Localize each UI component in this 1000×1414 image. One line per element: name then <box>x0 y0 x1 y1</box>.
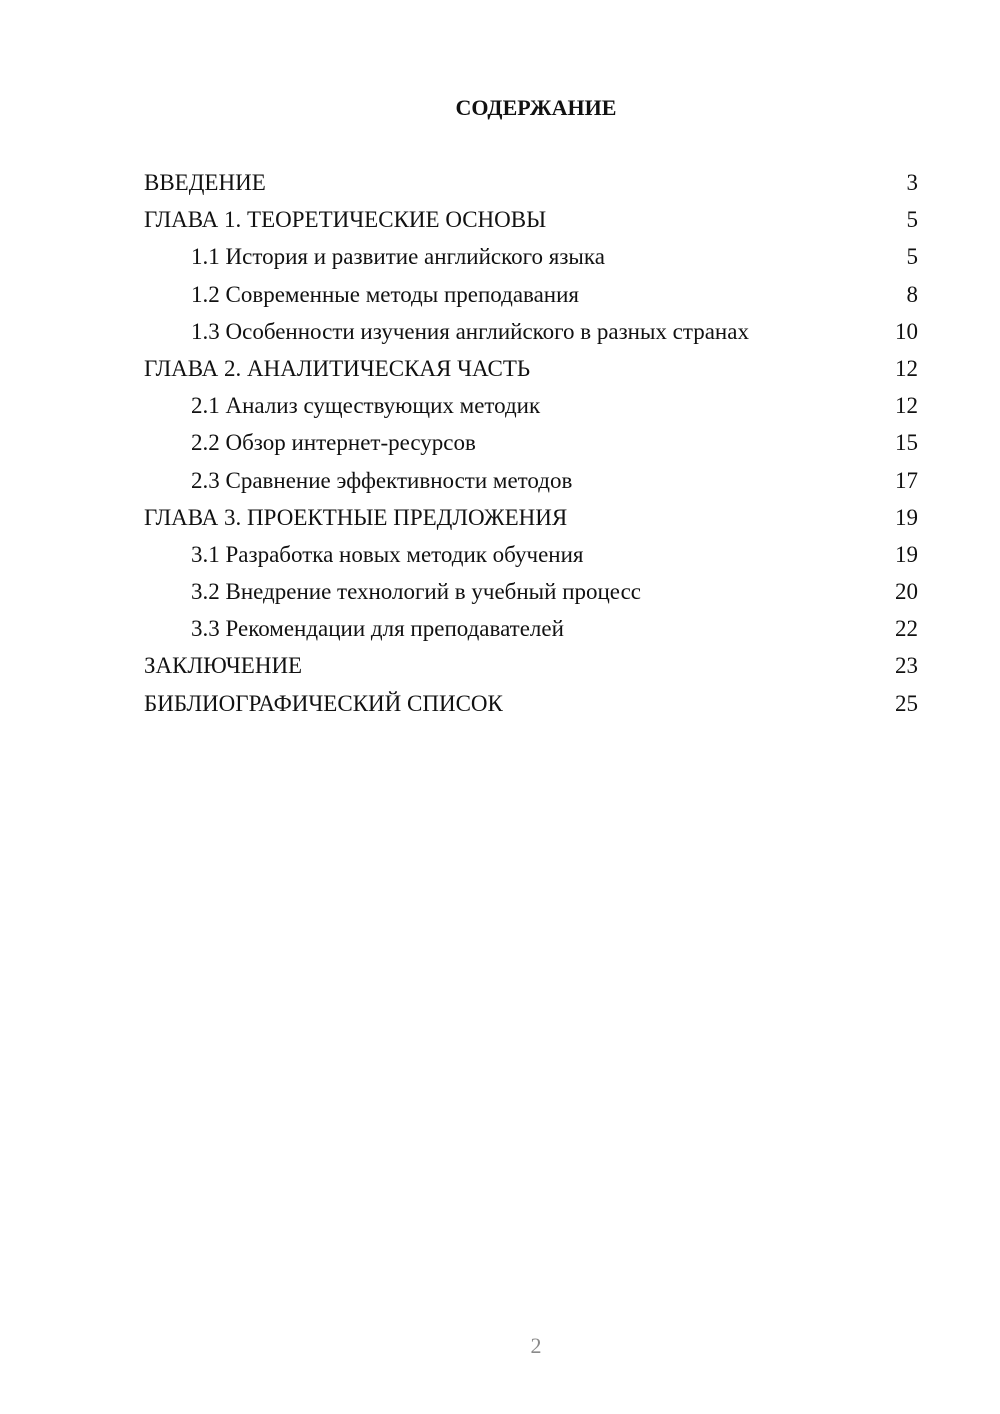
toc-entry[interactable] <box>144 542 918 579</box>
toc-entry[interactable] <box>144 653 918 690</box>
toc-entry-page: 12 <box>895 355 918 381</box>
toc-entry-label: ГЛАВА 1. ТЕОРЕТИЧЕСКИЕ ОСНОВЫ <box>144 207 547 233</box>
toc-entry-label: ГЛАВА 2. АНАЛИТИЧЕСКАЯ ЧАСТЬ <box>144 355 531 381</box>
toc-entry-label: ГЛАВА 3. ПРОЕКТНЫЕ ПРЕДЛОЖЕНИЯ <box>144 504 568 530</box>
toc-entry[interactable] <box>144 430 918 467</box>
toc-entry-page: 20 <box>895 579 918 605</box>
toc-entry[interactable] <box>144 691 918 728</box>
toc-entry-page: 15 <box>895 430 918 456</box>
toc-entry-page: 17 <box>895 467 918 493</box>
toc-entry[interactable] <box>144 616 918 653</box>
toc-entry-page: 23 <box>895 653 918 679</box>
toc-entry-label: 2.2 Обзор интернет-ресурсов <box>191 430 476 456</box>
toc-entry-label: ЗАКЛЮЧЕНИЕ <box>144 653 303 679</box>
page-title: СОДЕРЖАНИЕ <box>455 95 617 120</box>
toc-entry-label: 3.1 Разработка новых методик обучения <box>191 541 584 567</box>
toc-entry-page: 3 <box>906 170 918 195</box>
toc-entry[interactable] <box>144 356 918 393</box>
toc-entry[interactable] <box>144 579 918 616</box>
toc-entry-page: 5 <box>906 244 918 270</box>
toc-entry[interactable] <box>144 170 918 207</box>
toc-entry-page: 8 <box>906 281 918 307</box>
toc-entry-label: 1.2 Современные методы преподавания <box>191 281 579 307</box>
toc-entry[interactable] <box>144 282 918 319</box>
table-of-contents <box>144 170 918 728</box>
toc-entry-label: 2.1 Анализ существующих методик <box>191 393 541 419</box>
toc-entry-page: 25 <box>895 690 918 716</box>
toc-entry[interactable] <box>144 393 918 430</box>
page-number: 2 <box>530 1333 542 1358</box>
toc-entry[interactable] <box>144 244 918 281</box>
toc-entry-label: 1.3 Особенности изучения английского в разных странах <box>191 318 749 344</box>
toc-entry[interactable] <box>144 319 918 356</box>
toc-entry-label: 3.3 Рекомендации для преподавателей <box>191 616 564 642</box>
toc-entry[interactable] <box>144 207 918 244</box>
toc-entry-label: БИБЛИОГРАФИЧЕСКИЙ СПИСОК <box>144 690 503 716</box>
toc-entry[interactable] <box>144 468 918 505</box>
toc-entry-page: 19 <box>895 541 918 567</box>
toc-entry-label: 2.3 Сравнение эффективности методов <box>191 467 573 493</box>
toc-entry-label: 1.1 История и развитие английского языка <box>191 244 605 270</box>
toc-entry-page: 22 <box>895 616 918 642</box>
toc-entry-page: 10 <box>895 318 918 344</box>
toc-entry-page: 12 <box>895 393 918 419</box>
toc-entry-label: ВВЕДЕНИЕ <box>144 170 266 195</box>
toc-entry-label: 3.2 Внедрение технологий в учебный процесс <box>191 579 642 605</box>
toc-entry[interactable] <box>144 505 918 542</box>
toc-entry-page: 19 <box>895 504 918 530</box>
toc-entry-page: 5 <box>906 207 918 233</box>
